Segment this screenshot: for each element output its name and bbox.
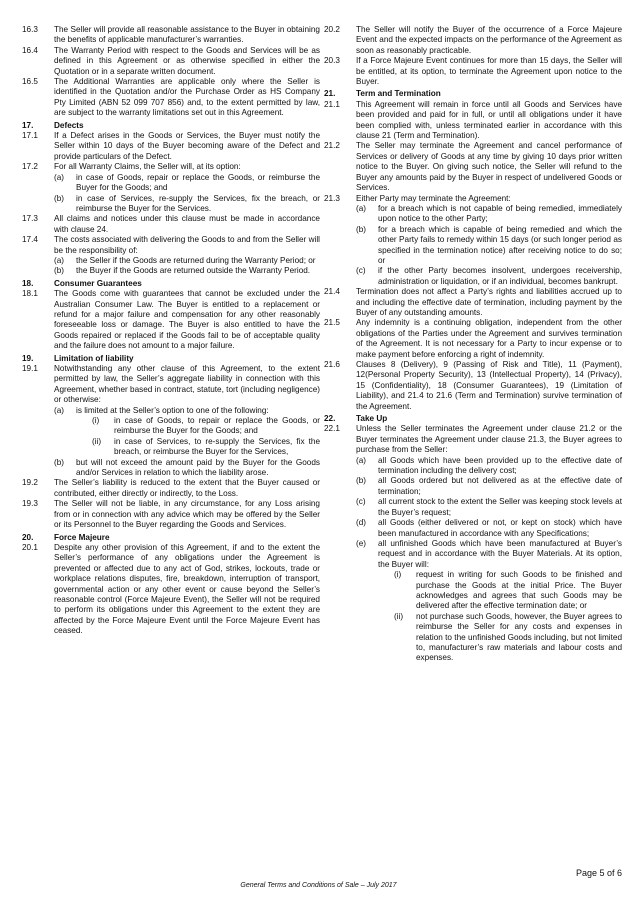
clause-text: For all Warranty Claims, the Seller will, at its option: — [54, 162, 241, 172]
clause-text: The Seller’s liability is reduced to the extent that the Buyer caused or contributed, either directly or indirectly, to the Loss. — [54, 478, 320, 498]
clause-text: This Agreement will remain in force until all Goods and Services have been provided and paid for in full, or until all obligations under it have been complied with, unless terminated earlier in accordance with this clause 21 (Term and Termination). — [356, 99, 622, 141]
sub-clause — [356, 476, 622, 497]
clause-text: Any indemnity is a continuing obligation, independent from the other obligations of the Parties under the Agreement and survives termination of the Agreement. It is not necessary for a Party to incur expense or to make payment before enforcing a right of indemnity. — [356, 318, 622, 359]
clause-number: 20.2 — [324, 25, 340, 34]
section-number: 17. — [22, 120, 34, 130]
clause-text: Either Party may terminate the Agreement: — [356, 193, 511, 203]
clause-text: All claims and notices under this clause must be made in accordance with clause 24. — [54, 214, 320, 234]
section-title: Limitation of liability — [54, 353, 134, 363]
clause-number: 20.1 — [22, 542, 38, 552]
clause-number: 17.4 — [22, 235, 38, 245]
clause-text: The Additional Warranties are applicable only where the Seller is identified in the Quotation and/or the Purchase Order as HS Company Pty Limited (ABN 52 099 707 856) and, to the extent permitted by law, are subject to the warranty limitations set out in this Agreement. — [54, 77, 320, 118]
clause-text: The Seller may terminate the Agreement and cancel performance of Services or delivery of Goods at any time by giving 10 days prior written notice to the Buyer. On giving such notice, the Seller will refund to the Buyer any amounts paid by the Buyer in respect of undelivered Goods or Services. — [356, 141, 622, 193]
section-number: 22. — [324, 414, 336, 424]
sub-sub-clause-label: (ii) — [92, 436, 102, 446]
sub-sub-clause — [92, 416, 320, 437]
sub-clause-text: if the other Party becomes insolvent, undergoes receivership, administration or liquidation, or if an individual, becomes bankrupt. — [378, 266, 622, 286]
clause-number: 19.2 — [22, 478, 38, 488]
sub-sub-clause — [394, 570, 622, 612]
left-column — [22, 25, 320, 637]
section-title: Defects — [54, 120, 84, 130]
clause-number: 22.1 — [324, 424, 340, 434]
section-heading — [324, 414, 622, 424]
sub-sub-clause-text: in case of Goods, to repair or replace the Goods, or reimburse the Buyer for the Goods; and — [114, 416, 320, 436]
sub-sub-clause-text: request in writing for such Goods to be finished and purchase the Goods at the initial Price. The Buyer acknowledges and agrees that such Goods may be delivered after the effective termination date; or — [416, 570, 622, 611]
sub-clause-text: is limited at the Seller’s option to one of the following: — [76, 405, 269, 415]
clause-text: The Seller will notify the Buyer of the occurrence of a Force Majeure Event and the expected impacts on the performance of the Agreement as soon as reasonably practicable. — [356, 25, 622, 55]
sub-clause-label: (c) — [356, 497, 366, 507]
sub-clause-label: (b) — [54, 266, 65, 276]
sub-clause-label: (b) — [356, 224, 367, 234]
clause-text: The Seller will provide all reasonable assistance to the Buyer in obtaining the benefits of applicable manufacturer’s warranties. — [54, 25, 320, 45]
sub-clause-text: for a breach which is not capable of being remedied, immediately upon notice to the other Party; — [378, 203, 622, 224]
sub-clause-text: all unfinished Goods which have been manufactured at Buyer’s request and in accordance with the Buyer Materials. At its option, the Buyer will: — [378, 538, 622, 569]
sub-clause-label: (c) — [356, 266, 366, 276]
sub-clause-label: (b) — [54, 457, 65, 467]
section-heading — [324, 89, 622, 99]
sub-clause-text: all Goods ordered but not delivered as at the effective date of termination; — [378, 476, 622, 496]
clause — [22, 77, 320, 119]
clause — [324, 424, 622, 455]
clause-text: Notwithstanding any other clause of this Agreement, to the extent permitted by law, the Seller’s aggregate liability in connection with this Agreement, whether based in contract, statute, tort (including negligence) or otherwise: — [54, 364, 320, 405]
clause-number: 21.4 — [324, 287, 340, 297]
section-number: 18. — [22, 278, 34, 288]
sub-sub-clause-text: not purchase such Goods, however, the Buyer agrees to reimburse the Seller for any costs and expenses in relation to the unfinished Goods including, but not limited to, manufacturer’s raw materials and labour costs and expenses. — [416, 611, 622, 663]
sub-clause — [54, 406, 320, 416]
clause — [22, 289, 320, 351]
clause-number: 19.3 — [22, 499, 38, 509]
clause-text: If a Force Majeure Event continues for more than 15 days, the Seller will be entitled, at its option, to terminate the Agreement upon notice to the Buyer. — [356, 56, 622, 87]
clause-text: If a Defect arises in the Goods or Services, the Buyer must notify the Seller within 10 days of the Buyer becoming aware of the Defect and provide particulars of the Defect. — [54, 131, 320, 161]
clause — [324, 287, 622, 318]
sub-sub-clause-label: (ii) — [394, 611, 404, 621]
clause-number: 16.4 — [22, 45, 38, 55]
clause-text: Unless the Seller terminates the Agreement under clause 21.2 or the Buyer terminates the Agreement under clause 21.3, the Buyer agrees to purchase from the Seller: — [356, 424, 622, 455]
section-title: Take Up — [356, 414, 388, 424]
sub-clause — [54, 266, 320, 276]
sub-clause-text: but will not exceed the amount paid by the Buyer for the Goods and/or Services in relation to which the liability arose. — [76, 457, 320, 478]
sub-clause — [54, 194, 320, 215]
clause — [324, 194, 622, 204]
sub-clause-label: (d) — [356, 518, 367, 528]
section-title: Consumer Guarantees — [54, 278, 142, 288]
clause — [22, 235, 320, 256]
clause — [324, 318, 622, 360]
clause-text: The Goods come with guarantees that cannot be excluded under the Australian Consumer Law. The Buyer is entitled to a replacement or refund for a major failure and compensation for any other reasonably foreseeable loss or damage. The Buyer is also entitled to have the Goods repaired or replaced if the Goods fail to be of acceptable quality and the failure does not amount to a major failure. — [54, 289, 320, 351]
sub-clause-text: in case of Services, re-supply the Services, fix the breach, or reimburse the Buyer for the Services. — [76, 193, 320, 213]
right-column — [324, 25, 622, 664]
clause-text: The costs associated with delivering the Goods to and from the Seller will be the responsibility of: — [54, 235, 320, 255]
clause-number: 20.3 — [324, 56, 340, 66]
clause-number: 16.3 — [22, 25, 38, 34]
clause-number: 21.1 — [324, 99, 340, 109]
sub-clause-text: in case of Goods, repair or replace the Goods, or reimburse the Buyer for the Goods; and — [76, 172, 320, 193]
section-heading — [22, 279, 320, 289]
section-title: Force Majeure — [54, 532, 110, 542]
sub-clause-text: all Goods which have been provided up to the effective date of termination including the delivery cost; — [378, 455, 622, 476]
sub-clause — [356, 225, 622, 267]
section-heading — [22, 354, 320, 364]
clause-number: 19.1 — [22, 364, 38, 373]
sub-clause — [356, 497, 622, 518]
sub-sub-clause — [394, 612, 622, 664]
sub-clause-text: the Buyer if the Goods are returned outside the Warranty Period. — [76, 266, 311, 276]
clause — [22, 162, 320, 172]
sub-sub-clause — [92, 437, 320, 458]
sub-clause — [356, 518, 622, 539]
clause — [22, 214, 320, 235]
sub-clause — [54, 256, 320, 266]
clause — [22, 25, 320, 46]
sub-clause-text: for a breach which is capable of being remedied and which the other Party fails to remedy within 15 days (or such longer period as specified in the termination notice) after receiving notice to do so; or — [378, 224, 622, 265]
clause — [324, 100, 622, 142]
sub-clause — [54, 173, 320, 194]
sub-clause-text: all current stock to the extent the Seller was keeping stock levels at the Buyer’s request; — [378, 497, 622, 517]
sub-clause-label: (a) — [54, 255, 65, 265]
section-number: 19. — [22, 353, 34, 363]
sub-clause-text: all Goods (either delivered or not, or kept on stock) which have been manufactured in accordance with any Specifications; — [378, 518, 622, 538]
sub-clause-label: (a) — [54, 172, 65, 182]
sub-clause — [356, 456, 622, 477]
clause-number: 16.5 — [22, 77, 38, 87]
sub-clause-text: the Seller if the Goods are returned during the Warranty Period; or — [76, 255, 316, 265]
page-number: Page 5 of 6 — [575, 868, 622, 878]
clause-number: 17.2 — [22, 162, 38, 172]
footer-title: General Terms and Conditions of Sale – July 2017 — [240, 882, 397, 889]
sub-sub-clause-label: (i) — [92, 416, 100, 426]
section-number: 21. — [324, 89, 336, 99]
sub-clause-label: (a) — [356, 455, 367, 465]
sub-clause — [356, 204, 622, 225]
clause — [324, 25, 622, 56]
sub-clause-label: (b) — [54, 193, 65, 203]
clause-text: Clauses 8 (Delivery), 9 (Passing of Risk and Title), 11 (Payment), 12(Personal Property Security), 13 (Intellectual Property), 14 (Privacy), 15 (Confidentiality), 18 (Consumer Guarantees), 19 (Limitation of Liability), and 21.4 to 21.6 (Term and Termination) survive termination of the Agreement. — [356, 360, 622, 411]
clause — [22, 478, 320, 499]
clause-number: 21.2 — [324, 141, 340, 151]
clause — [324, 141, 622, 193]
section-number: 20. — [22, 532, 34, 542]
sub-clause-label: (e) — [356, 538, 367, 548]
clause — [22, 131, 320, 162]
clause — [22, 46, 320, 77]
section-heading — [22, 121, 320, 131]
sub-clause — [356, 539, 622, 570]
sub-clause — [356, 266, 622, 287]
clause-text: The Warranty Period with respect to the Goods and Services will be as defined in this Agreement or as otherwise specified in either the Quotation or in a separate written document. — [54, 45, 320, 76]
sub-clause — [54, 458, 320, 479]
clause — [22, 364, 320, 406]
clause-text: The Seller will not be liable, in any circumstance, for any Loss arising from or in connection with any advice which may be offered by the Seller or its Personnel to the Buyer regarding the Goods and Services. — [54, 499, 320, 530]
clause-number: 17.3 — [22, 214, 38, 224]
clause-text: Termination does not affect a Party’s rights and liabilities accrued up to and including the effective date of termination, including payment by the Buyer of any outstanding amounts. — [356, 287, 622, 317]
section-heading — [22, 533, 320, 543]
clause — [22, 543, 320, 637]
clause — [324, 360, 622, 412]
clause — [22, 499, 320, 530]
clause-number: 18.1 — [22, 289, 38, 299]
clause-text: Despite any other provision of this Agreement, if and to the extent the Seller’s performance of any obligations under the Agreement is prevented or affected due to any act of God, strikes, lockouts, trade or workplace relations disputes, fire, breakdown, interruption of transport, governmental action or any other event or cause beyond the Seller’s reasonable control (Force Majeure Event), the Seller will not be required to perform its obligations under this Agreement to the extent they are affected by the Force Majeure Event until the Force Majeure Event has ceased. — [54, 542, 320, 636]
clause-number: 21.5 — [324, 318, 340, 328]
clause-number: 21.3 — [324, 193, 340, 203]
clause-number: 21.6 — [324, 360, 340, 369]
section-title: Term and Termination — [356, 89, 441, 99]
sub-clause-label: (a) — [54, 405, 65, 415]
sub-clause-label: (b) — [356, 476, 367, 486]
clause — [324, 56, 622, 87]
sub-sub-clause-label: (i) — [394, 570, 402, 580]
clause-number: 17.1 — [22, 131, 38, 141]
sub-sub-clause-text: in case of Services, to re-supply the Services, fix the breach, or reimburse the Buyer for the Services, — [114, 436, 320, 457]
sub-clause-label: (a) — [356, 203, 367, 213]
